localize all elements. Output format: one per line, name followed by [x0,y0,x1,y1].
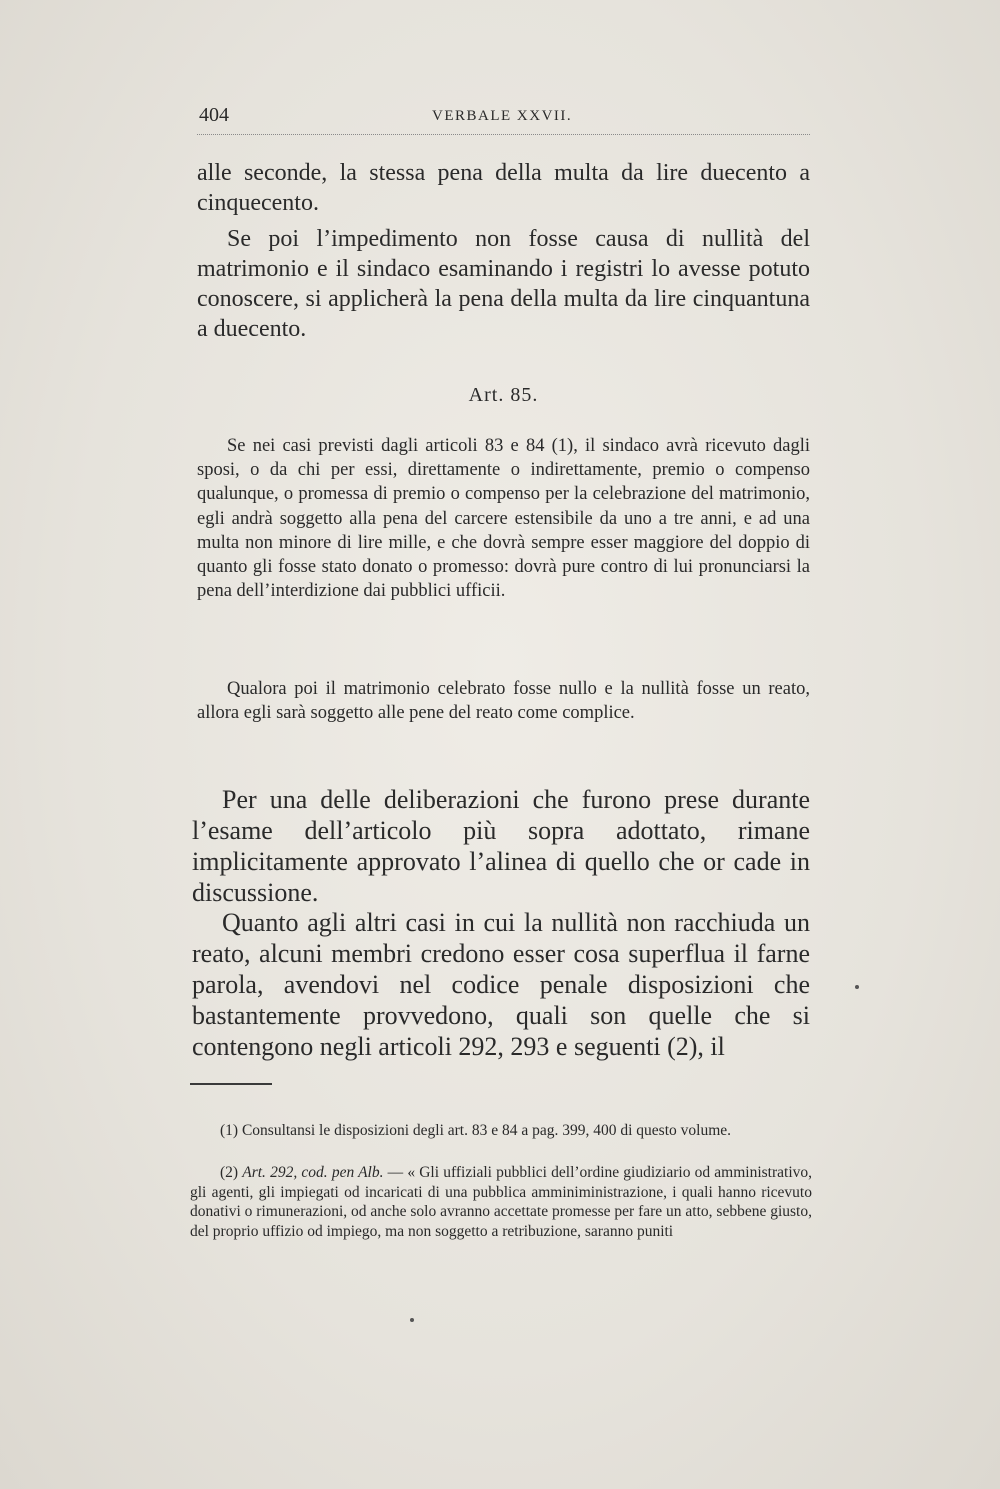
footnote-1-label: (1) [220,1122,239,1139]
footnote-2-citation: Art. 292, cod. pen Alb. [242,1164,384,1181]
footnote-1-text: Consultansi le disposizioni degli art. 83 e 84 a pag. 399, 400 di questo volume. [241,1122,732,1139]
article-heading: Art. 85. [468,384,539,406]
footnote-2-text: — « Gli uffiziali pubblici dell’ordine giudiziario od amministrativo, gli agenti, gli impiegati od incaricati di una pubblica amminiministrazione, i quali hanno ricevuto donativi o rimunerazioni, od anche solo avranno accettate promesse per fare un atto, sebbene giusto, del proprio uffizio od impiego, ma non soggetto a retribuzione, saranno puniti [190,1164,812,1240]
footnote-separator [190,1083,272,1085]
footnote-2-label: (2) [220,1164,239,1181]
intro-paragraph-2: Se poi l’impedimento non fosse causa di nullità del matrimonio e il sindaco esaminando i registri lo avesse potuto conoscere, si applicherà la pena della multa da lire cinquantuna a duecento. [197,226,810,342]
page-number: 404 [199,104,229,126]
article-paragraph-2: Qualora poi il matrimonio celebrato fosse nullo e la nullità fosse un reato, allora egli sarà soggetto alle pene del reato come complice. [197,679,810,724]
running-title: VERBALE XXVII. [432,108,573,124]
footnote-1 [190,1121,812,1141]
discussion-paragraph-1: Per una delle deliberazioni che furono prese durante l’esame dell’articolo più sopra adottato, rimane implicitamente approvato l’alinea di quello che or cade in discussione. [192,785,810,907]
ink-speck [410,1318,414,1322]
ink-speck [855,985,859,989]
footnote-2 [190,1163,812,1241]
article-paragraph-1: Se nei casi previsti dagli articoli 83 e 84 (1), il sindaco avrà ricevuto dagli sposi, o da chi per essi, direttamente o indirettamente, premio o compenso qualunque, o promessa di premio o compenso per la celebrazione del matrimonio, egli andrà soggetto alla pena del carcere estensibile da uno a tre anni, e ad una multa non minore di lire mille, e che dovrà sempre esser maggiore del doppio di quanto gli fosse stato donato o promesso: dovrà pure contro di lui pronunciarsi la pena dell’interdizione dai pubblici ufficii. [197,436,810,602]
page-header [197,100,810,135]
intro-paragraph-1: alle seconde, la stessa pena della multa da lire duecento a cinquecento. [197,160,810,216]
discussion-paragraph-2: Quanto agli altri casi in cui la nullità non racchiuda un reato, alcuni membri credono esser cosa superflua il farne parola, avendovi nel codice penale disposizioni che bastantemente provvedono, quali son quelle che si contengono negli articoli 292, 293 e seguenti (2), il [192,908,810,1061]
